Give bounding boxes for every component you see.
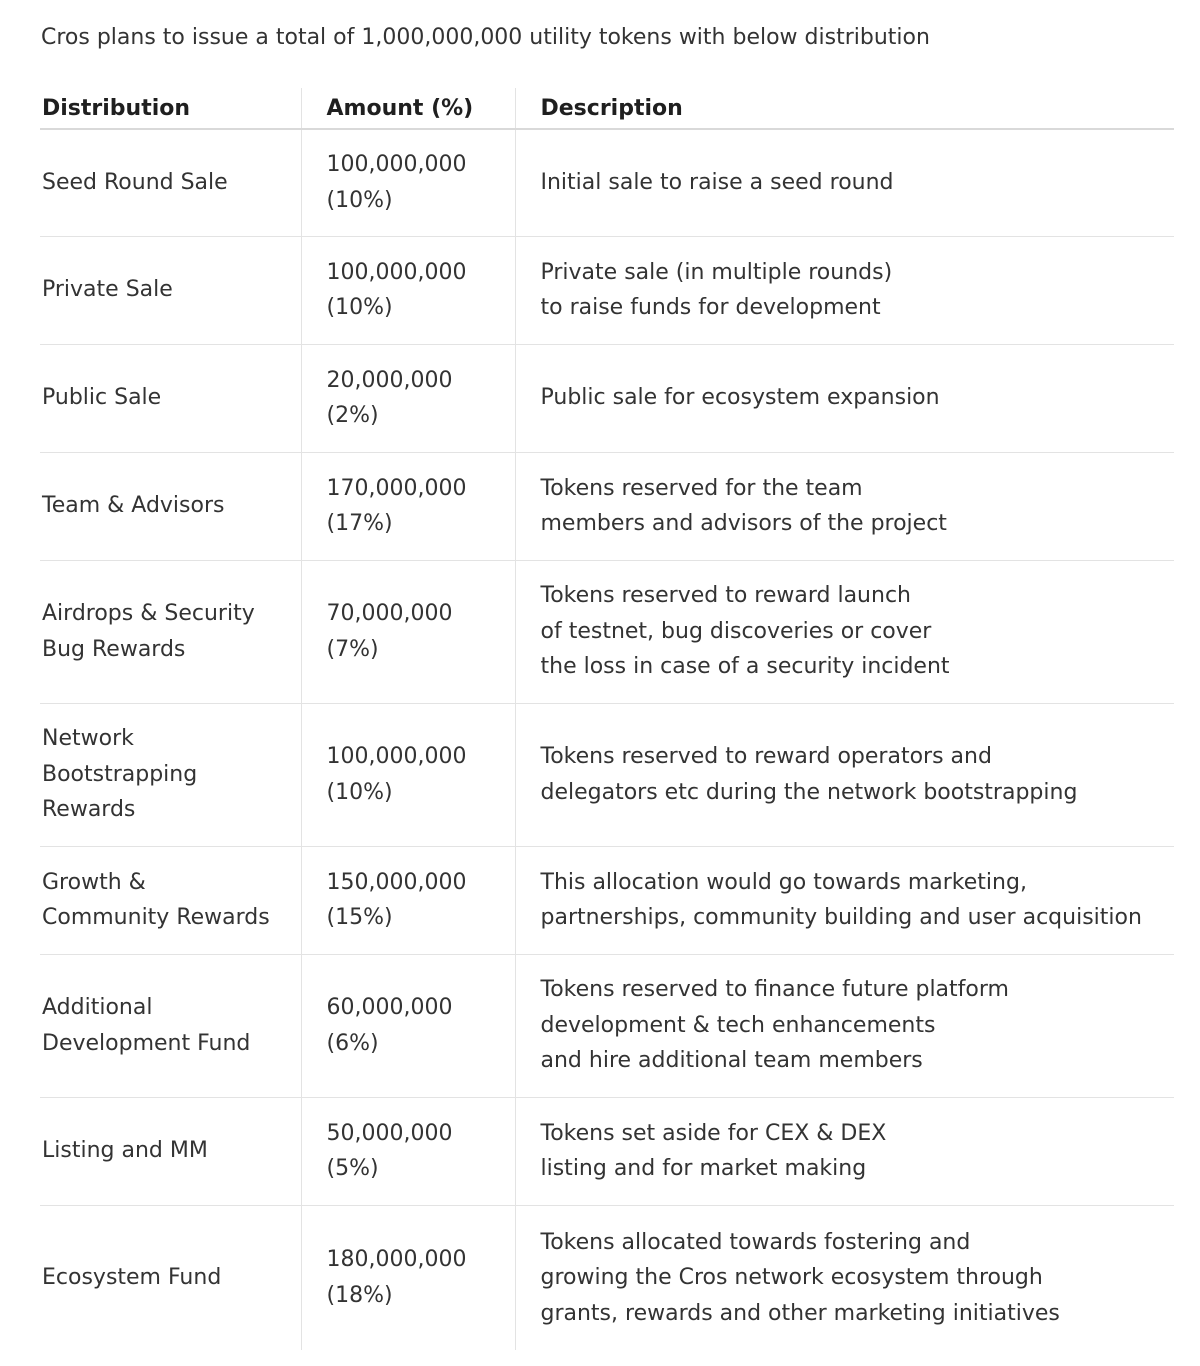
cell-description-line: to raise funds for development — [540, 295, 881, 320]
cell-description — [515, 452, 1174, 560]
cell-distribution-line: Additional — [42, 995, 153, 1020]
table-row — [40, 452, 1174, 560]
cell-distribution — [40, 1205, 301, 1350]
cell-description-line: growing the Cros network ecosystem through — [540, 1265, 1043, 1290]
cell-description-line: and hire additional team members — [540, 1048, 923, 1074]
table-row — [40, 703, 1174, 846]
cell-distribution — [40, 954, 301, 1097]
cell-description-line: Tokens reserved to reward operators and — [540, 744, 992, 769]
cell-description-line: Public sale for ecosystem expansion — [540, 385, 940, 411]
cell-description-line: delegators etc during the network bootstrapping — [540, 779, 1078, 805]
cell-distribution-line: Development Fund — [42, 1030, 251, 1056]
cell-amount-line: (10%) — [326, 295, 393, 320]
table-row — [40, 846, 1174, 954]
cell-amount — [301, 703, 515, 846]
cell-amount-line: (10%) — [326, 187, 393, 213]
cell-amount-line: (10%) — [326, 779, 393, 805]
cell-description-line: Tokens reserved to finance future platform — [540, 977, 1009, 1003]
table-row — [40, 236, 1174, 344]
cell-distribution-line: Growth & — [42, 869, 146, 895]
cell-description — [515, 560, 1174, 703]
cell-amount-line: (17%) — [326, 511, 393, 536]
cell-description-line: Initial sale to raise a seed round — [540, 170, 894, 195]
cell-description-line: Tokens reserved for the team — [540, 475, 863, 501]
cell-distribution — [40, 1097, 301, 1205]
header-amount: Amount (%) — [301, 88, 515, 129]
cell-amount-line: (18%) — [326, 1282, 393, 1308]
cell-amount — [301, 1097, 515, 1205]
cell-amount-line: 100,000,000 — [326, 152, 467, 178]
table-row — [40, 1205, 1174, 1350]
cell-description-line: This allocation would go towards marketing, — [540, 869, 1027, 895]
cell-distribution — [40, 703, 301, 846]
distribution-table — [40, 88, 1174, 1350]
cell-distribution-line: Ecosystem Fund — [42, 1265, 222, 1290]
cell-amount-line: 180,000,000 — [326, 1247, 467, 1273]
cell-description — [515, 954, 1174, 1097]
cell-description-line: development & tech enhancements — [540, 1012, 936, 1038]
cell-description-line: partnerships, community building and user acquisition — [540, 905, 1142, 930]
table-header-row — [40, 88, 1174, 129]
cell-amount-line: 20,000,000 — [326, 367, 453, 393]
table-body — [40, 129, 1174, 1350]
cell-description — [515, 236, 1174, 344]
cell-amount-line: 60,000,000 — [326, 995, 453, 1020]
cell-distribution-line: Community Rewards — [42, 905, 270, 930]
cell-description-line: the loss in case of a security incident — [540, 654, 950, 680]
cell-description — [515, 129, 1174, 236]
cell-amount-line: (2%) — [326, 403, 379, 428]
header-distribution: Distribution — [40, 88, 301, 129]
cell-amount — [301, 846, 515, 954]
cell-distribution-line: Bug Rewards — [42, 636, 186, 662]
table-row — [40, 1097, 1174, 1205]
cell-amount — [301, 344, 515, 452]
cell-distribution-line: Private Sale — [42, 277, 173, 303]
cell-amount-line: 70,000,000 — [326, 601, 453, 626]
cell-amount — [301, 1205, 515, 1350]
cell-amount-line: (15%) — [326, 905, 393, 930]
cell-description — [515, 703, 1174, 846]
cell-distribution-line: Public Sale — [42, 385, 162, 411]
cell-description-line: Private sale (in multiple rounds) — [540, 259, 893, 285]
cell-amount — [301, 452, 515, 560]
cell-distribution-line: Team & Advisors — [42, 493, 225, 519]
cell-amount — [301, 236, 515, 344]
cell-amount-line: 100,000,000 — [326, 744, 467, 769]
cell-distribution-line: Airdrops & Security — [42, 601, 255, 626]
cell-distribution-line: Rewards — [42, 797, 136, 823]
cell-amount-line: 100,000,000 — [326, 259, 467, 285]
table-row — [40, 560, 1174, 703]
cell-amount-line: 150,000,000 — [326, 869, 467, 895]
cell-amount — [301, 129, 515, 236]
table-row — [40, 954, 1174, 1097]
cell-distribution-line: Listing and MM — [42, 1138, 208, 1164]
cell-distribution-line: Seed Round Sale — [42, 170, 228, 195]
cell-distribution — [40, 236, 301, 344]
cell-amount-line: (5%) — [326, 1156, 379, 1181]
cell-distribution — [40, 344, 301, 452]
cell-description-line: Tokens allocated towards fostering and — [540, 1229, 971, 1255]
cell-description — [515, 344, 1174, 452]
cell-distribution — [40, 560, 301, 703]
cell-amount-line: (7%) — [326, 636, 379, 662]
cell-amount — [301, 954, 515, 1097]
header-description: Description — [515, 88, 1174, 129]
cell-distribution — [40, 846, 301, 954]
cell-amount-line: (6%) — [326, 1030, 379, 1056]
cell-distribution-line: Bootstrapping — [42, 761, 198, 787]
table-row — [40, 344, 1174, 452]
cell-distribution — [40, 452, 301, 560]
cell-description — [515, 1097, 1174, 1205]
cell-description-line: listing and for market making — [540, 1156, 867, 1181]
cell-amount-line: 50,000,000 — [326, 1120, 453, 1146]
cell-amount-line: 170,000,000 — [326, 475, 467, 501]
cell-amount — [301, 560, 515, 703]
cell-description — [515, 1205, 1174, 1350]
cell-distribution-line: Network — [42, 726, 134, 752]
cell-description — [515, 846, 1174, 954]
cell-distribution — [40, 129, 301, 236]
cell-description-line: of testnet, bug discoveries or cover — [540, 618, 932, 644]
table-row — [40, 129, 1174, 236]
cell-description-line: members and advisors of the project — [540, 511, 947, 536]
cell-description-line: grants, rewards and other marketing initiatives — [540, 1300, 1060, 1326]
intro-text: Cros plans to issue a total of 1,000,000,000 utility tokens with below distribution — [41, 25, 930, 50]
cell-description-line: Tokens reserved to reward launch — [540, 583, 911, 609]
cell-description-line: Tokens set aside for CEX & DEX — [540, 1120, 887, 1146]
